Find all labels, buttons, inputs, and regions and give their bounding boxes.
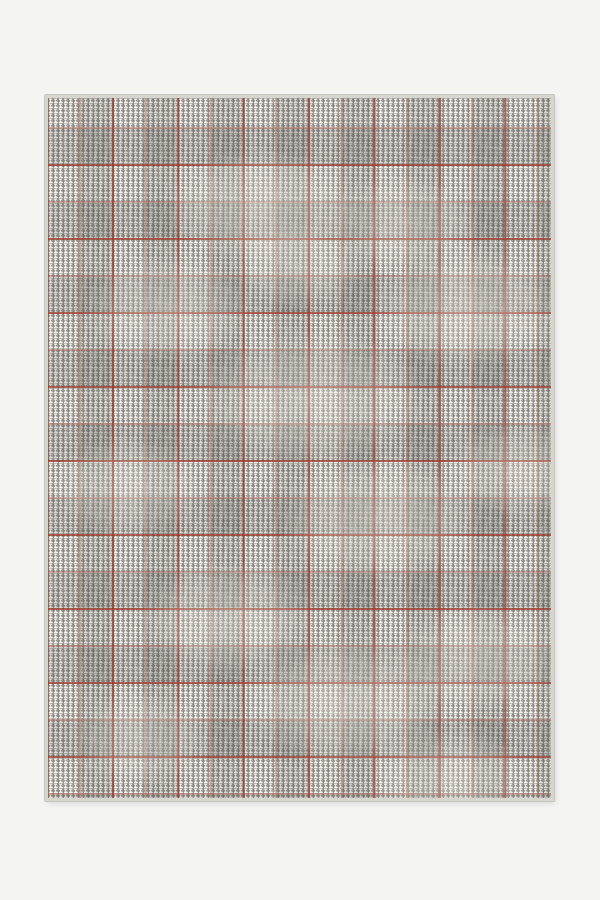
rug-distress-overlay [48, 98, 551, 798]
plaid-rug-image [45, 95, 554, 801]
